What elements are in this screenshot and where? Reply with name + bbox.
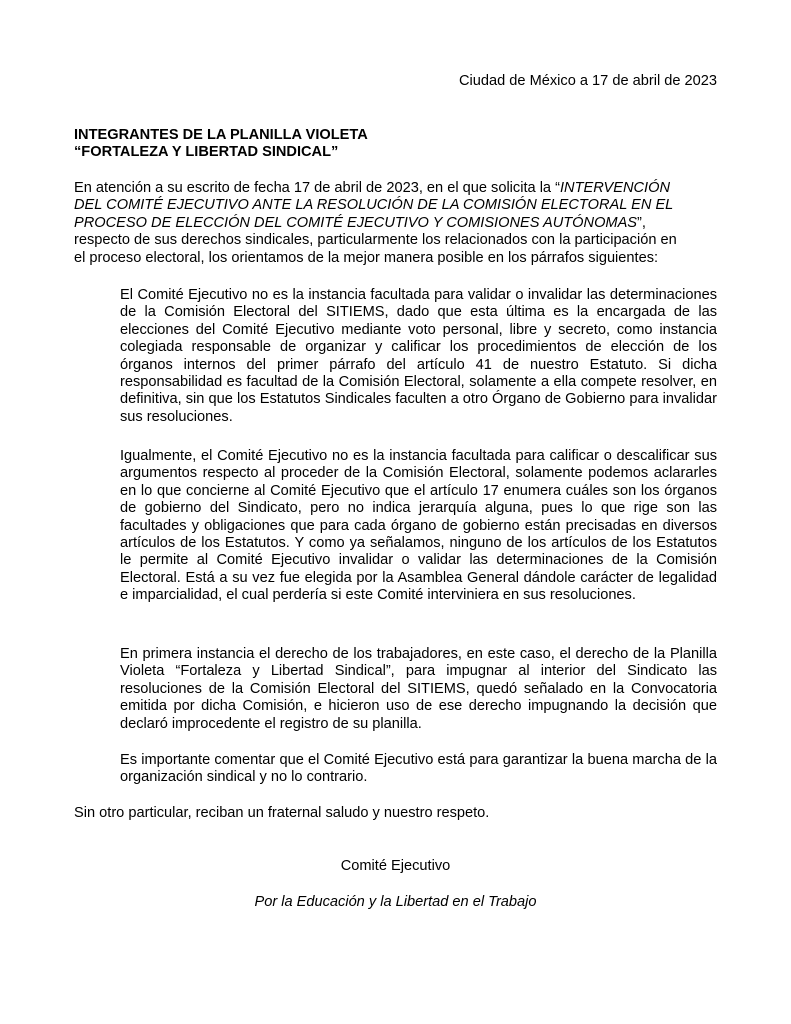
motto: Por la Educación y la Libertad en el Trabajo xyxy=(254,894,537,910)
addressee-block xyxy=(74,127,368,162)
body-paragraph-2: Igualmente, el Comité Ejecutivo no es la instancia facultada para calificar o descalificar sus argumentos respecto al proceder de la Comisión Electoral, solamente podemos aclararles en lo que concierne al Comité Ejecutivo que el artículo 17 enumera cuáles son los órganos de gobierno del Sindicato, pero no indica jerarquía alguna, pues lo que rige son las facultades y obligaciones que para cada órgano de gobierno están precisadas en diversos artículos de los Estatutos. Y como ya señalamos, ninguno de los artículos de los Estatutos le permite al Comité Ejecutivo invalidar o validar las determinaciones de la Comisión Electoral. Está a su vez fue elegida por la Asamblea General dándole carácter de legalidad e imparcialidad, el cual perdería si este Comité interviniera en sus resoluciones. xyxy=(120,448,717,604)
intro-quoted-title-3: PROCESO DE ELECCIÓN DEL COMITÉ EJECUTIVO Y COMISIONES AUTÓNOMAS xyxy=(74,214,638,231)
body-paragraph-4: Es importante comentar que el Comité Ejecutivo está para garantizar la buena marcha de la organización sindical y no lo contrario. xyxy=(120,752,717,786)
intro-prefix: En atención a su escrito de fecha 17 de abril de 2023, en el que solicita la “ xyxy=(74,180,560,196)
signer-name: Comité Ejecutivo xyxy=(340,858,451,874)
intro-quote-close: ”, xyxy=(637,214,646,231)
addressee-line-2: “FORTALEZA Y LIBERTAD SINDICAL” xyxy=(74,144,339,161)
closing-line: Sin otro particular, reciban un fraternal saludo y nuestro respeto. xyxy=(74,805,490,821)
intro-line-2 xyxy=(74,197,717,214)
body-paragraph-3: En primera instancia el derecho de los trabajadores, en este caso, el derecho de la Planilla Violeta “Fortaleza y Libertad Sindical”, para impugnar al interior del Sindicato las resoluciones de la Comisión Electoral del SITIEMS, quedó señalado en la Convocatoria emitida por dicha Comisión, e hicieron uso de ese derecho impugnando la decisión que declaró improcedente el registro de su planilla. xyxy=(120,646,717,732)
intro-quoted-title-2: DEL COMITÉ EJECUTIVO ANTE LA RESOLUCIÓN DE LA COMISIÓN ELECTORAL EN EL xyxy=(74,197,674,214)
date-line: Ciudad de México a 17 de abril de 2023 xyxy=(459,73,717,89)
intro-line-5: el proceso electoral, los orientamos de la mejor manera posible en los párrafos siguientes: xyxy=(74,249,659,266)
intro-line-4: respecto de sus derechos sindicales, particularmente los relacionados con la participación en xyxy=(74,232,677,249)
intro-line-1 xyxy=(74,180,717,197)
intro-paragraph xyxy=(74,180,717,267)
intro-quoted-title-1: INTERVENCIÓN xyxy=(559,180,670,196)
body-paragraph-1: El Comité Ejecutivo no es la instancia facultada para validar o invalidar las determinaciones de la Comisión Electoral del SITIEMS, dado que esta última es la encargada de las elecciones del Comité Ejecutivo mediante voto personal, libre y secreto, como instancia colegiada responsable de organizar y calificar los procedimientos de elección de los órganos internos del primer párrafo del artículo 41 de nuestro Estatuto. Si dicha responsabilidad es facultad de la Comisión Electoral, solamente a ella compete resolver, en definitiva, sin que los Estatutos Sindicales faculten a otro Órgano de Gobierno para invalidar sus resoluciones. xyxy=(120,287,717,425)
intro-line-3 xyxy=(74,215,717,232)
addressee-line-1: INTEGRANTES DE LA PLANILLA VIOLETA xyxy=(74,127,368,143)
